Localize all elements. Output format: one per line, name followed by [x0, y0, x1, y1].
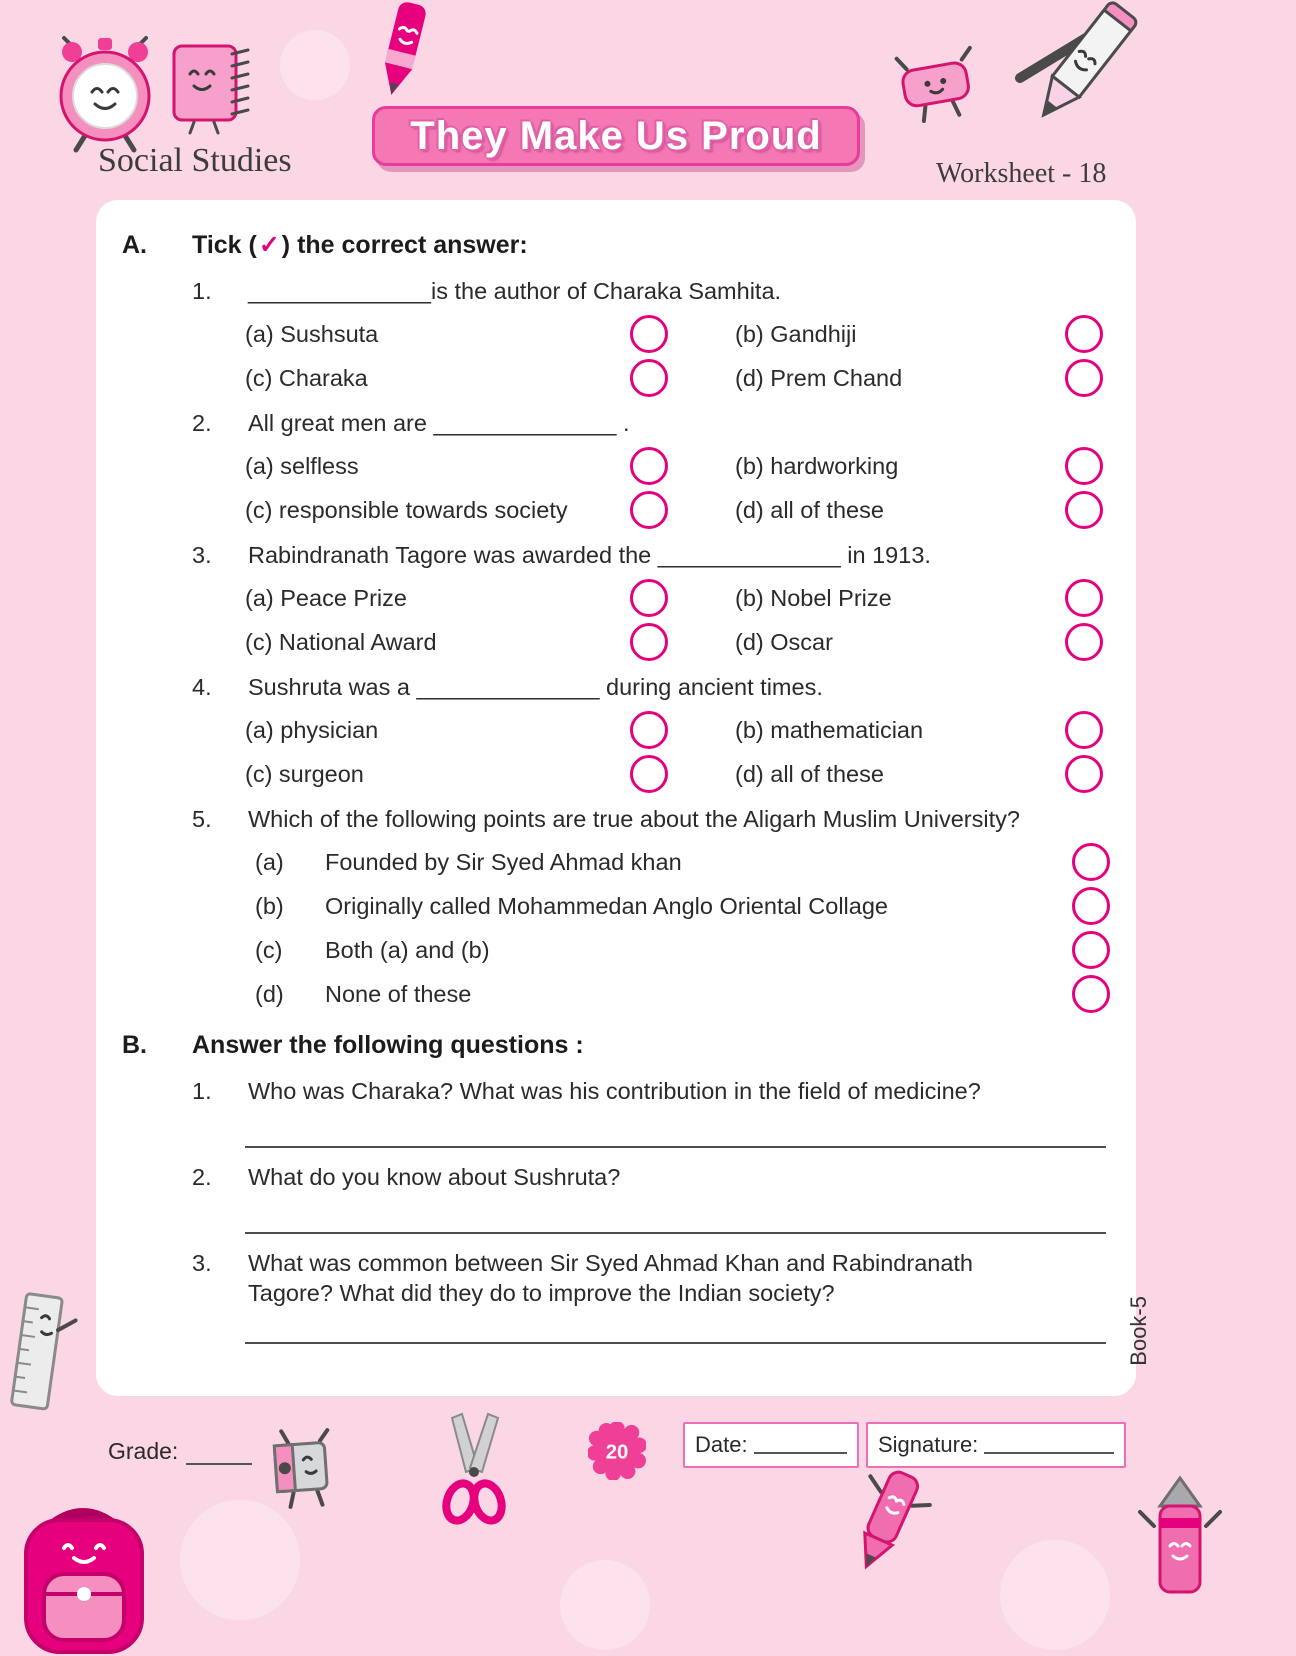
subject-title: Social Studies: [98, 142, 292, 179]
option-row: [255, 840, 1110, 884]
title-badge: [372, 106, 860, 166]
answer-circle[interactable]: [630, 623, 668, 661]
backpack-icon: [8, 1468, 158, 1656]
book-label: Book-5: [1126, 1296, 1151, 1366]
option-letter: (b): [255, 892, 284, 919]
date-blank[interactable]: [754, 1436, 847, 1454]
background-decoration: [560, 1560, 650, 1650]
question-number: 1.: [192, 278, 212, 304]
option-label: (a) Peace Prize: [245, 584, 407, 611]
answer-circle[interactable]: [1065, 755, 1103, 793]
option-letter: (d): [255, 980, 284, 1007]
section-a-heading: [122, 222, 1110, 268]
section-b-heading: [122, 1022, 1110, 1068]
option-label: Both (a) and (b): [325, 936, 490, 963]
option-label: (a) physician: [245, 716, 379, 743]
option-label: Founded by Sir Syed Ahmad khan: [325, 848, 682, 875]
option-label: (b) Gandhiji: [735, 320, 857, 347]
question-number: 3.: [192, 1250, 212, 1276]
question-text: Sushruta was a ______________ during ancient times.: [248, 674, 823, 700]
background-decoration: [280, 30, 350, 100]
question-text: All great men are ______________ .: [248, 410, 630, 436]
answer-circle[interactable]: [1065, 315, 1103, 353]
tick-mark-icon: ✓: [258, 231, 280, 259]
question-text: What do you know about Sushruta?: [248, 1164, 621, 1190]
options-grid: [245, 444, 1110, 532]
background-decoration: [1000, 1540, 1110, 1650]
options-grid: [245, 708, 1110, 796]
ruler-icon: [0, 1288, 89, 1428]
worksheet-number: Worksheet - 18: [936, 158, 1107, 189]
question-row: [192, 1240, 1110, 1308]
question-row: [192, 268, 1110, 312]
worksheet-card: [96, 200, 1136, 1396]
answer-circle[interactable]: [1065, 711, 1103, 749]
question-row: [192, 664, 1110, 708]
question-number: 4.: [192, 674, 212, 700]
answer-line[interactable]: [245, 1308, 1106, 1344]
answer-circle[interactable]: [1065, 579, 1103, 617]
answer-circle[interactable]: [630, 711, 668, 749]
question-row: [192, 400, 1110, 444]
section-b-label: B.: [122, 1030, 147, 1059]
option-label: (c) Charaka: [245, 364, 368, 391]
question-number: 5.: [192, 806, 212, 832]
answer-circle[interactable]: [1072, 975, 1110, 1013]
question-row: [192, 532, 1110, 576]
option-label: (c) surgeon: [245, 760, 364, 787]
question-text: ______________is the author of Charaka Samhita.: [248, 278, 782, 304]
option-label: (b) hardworking: [735, 452, 899, 479]
scissors-icon: [432, 1408, 517, 1533]
option-label: (d) all of these: [735, 496, 884, 523]
answer-circle[interactable]: [1065, 359, 1103, 397]
grade-label: Grade:: [108, 1438, 179, 1464]
option-label: (c) National Award: [245, 628, 437, 655]
option-label: (b) Nobel Prize: [735, 584, 892, 611]
option-label: None of these: [325, 980, 472, 1007]
page-title: They Make Us Proud: [410, 113, 822, 158]
question-number: 2.: [192, 410, 212, 436]
sharpener-icon: [262, 1418, 342, 1523]
option-label: (a) selfless: [245, 452, 359, 479]
question-number: 1.: [192, 1078, 212, 1104]
pencil-icon: [1000, 0, 1150, 150]
answer-circle[interactable]: [630, 447, 668, 485]
answer-circle[interactable]: [630, 491, 668, 529]
answer-circle[interactable]: [630, 755, 668, 793]
answer-circle[interactable]: [1065, 447, 1103, 485]
answer-circle[interactable]: [1072, 887, 1110, 925]
grade-field: [108, 1438, 252, 1465]
grade-blank[interactable]: [186, 1443, 252, 1465]
question-text: What was common between Sir Syed Ahmad Khan and Rabindranath Tagore? What did they do to improve the Indian society?: [248, 1250, 974, 1307]
options-grid: [245, 576, 1110, 664]
crayon-icon: [1130, 1472, 1230, 1612]
option-row: [255, 884, 1110, 928]
option-label: (d) all of these: [735, 760, 884, 787]
question-number: 2.: [192, 1164, 212, 1190]
alarm-clock-icon: [50, 30, 160, 158]
answer-circle[interactable]: [630, 359, 668, 397]
pen-icon: [828, 1462, 938, 1597]
answer-circle[interactable]: [1065, 491, 1103, 529]
option-label: (b) mathematician: [735, 716, 924, 743]
answer-line[interactable]: [245, 1112, 1106, 1148]
section-a-title: Tick (✓) the correct answer:: [192, 231, 528, 259]
marker-pen-icon: [352, 0, 447, 118]
options-grid: [245, 312, 1110, 400]
question-row: [192, 796, 1110, 840]
option-row: [255, 972, 1110, 1016]
answer-circle[interactable]: [630, 315, 668, 353]
question-text: Which of the following points are true about the Aligarh Muslim University?: [248, 806, 1020, 832]
option-label: (d) Prem Chand: [735, 364, 903, 391]
option-label: (d) Oscar: [735, 628, 833, 655]
option-letter: (a): [255, 848, 284, 875]
eraser-icon: [888, 40, 988, 132]
option-row: [255, 928, 1110, 972]
section-b-title: Answer the following questions :: [192, 1030, 584, 1059]
page-number: 20: [605, 1441, 629, 1464]
answer-circle[interactable]: [1065, 623, 1103, 661]
option-letter: (c): [255, 936, 283, 963]
signature-label: Signature:: [878, 1432, 979, 1457]
option-label: (a) Sushsuta: [245, 320, 379, 347]
signature-blank[interactable]: [984, 1436, 1114, 1454]
question-number: 3.: [192, 542, 212, 568]
answer-circle[interactable]: [1072, 931, 1110, 969]
page-number-badge: [588, 1422, 646, 1480]
option-label: Originally called Mohammedan Anglo Oriental Collage: [325, 892, 888, 919]
answer-circle[interactable]: [1072, 843, 1110, 881]
answer-line[interactable]: [245, 1198, 1106, 1234]
question-row: [192, 1154, 1110, 1198]
option-label: (c) responsible towards society: [245, 496, 568, 523]
question-text: Who was Charaka? What was his contribution in the field of medicine?: [248, 1078, 981, 1104]
answer-circle[interactable]: [630, 579, 668, 617]
question-text: Rabindranath Tagore was awarded the ______________ in 1913.: [248, 542, 931, 568]
question-row: [192, 1068, 1110, 1112]
section-a-label: A.: [122, 230, 147, 259]
notebook-icon: [168, 34, 260, 136]
date-label: Date:: [695, 1432, 748, 1457]
